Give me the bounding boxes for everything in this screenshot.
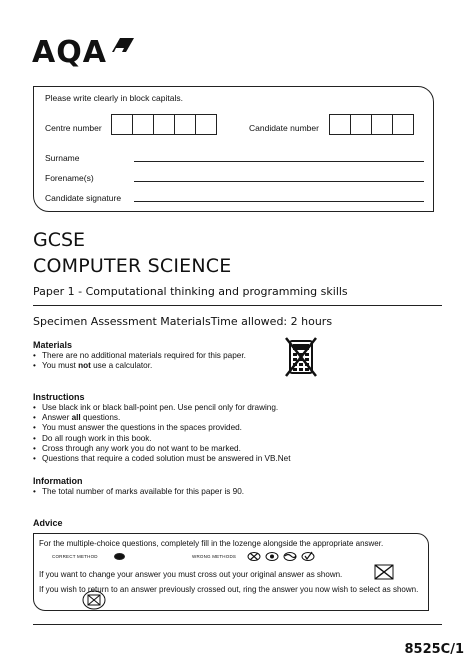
centre-number-cell[interactable] <box>132 114 154 135</box>
centre-number-cell[interactable] <box>153 114 175 135</box>
paper-title: Paper 1 - Computational thinking and programming skills <box>33 285 348 298</box>
time-allowed: Time allowed: 2 hours <box>210 315 333 328</box>
list-item: • Cross through any work you do not want to be marked. <box>33 444 353 454</box>
instructions-heading: Instructions <box>33 392 85 402</box>
subject-title: COMPUTER SCIENCE <box>33 255 232 277</box>
list-item: • Use black ink or black ball-point pen. Use pencil only for drawing. <box>33 403 353 413</box>
list-item: • Answer all questions. <box>33 413 353 423</box>
aqa-logo <box>32 36 136 76</box>
materials-heading: Materials <box>33 340 73 350</box>
forenames-line[interactable] <box>134 181 424 182</box>
ringed-lozenge-icon <box>82 590 106 610</box>
block-capitals-instruction: Please write clearly in block capitals. <box>45 93 183 103</box>
specimen-line <box>33 315 332 329</box>
forenames-label: Forename(s) <box>45 173 94 183</box>
centre-number-cell[interactable] <box>111 114 133 135</box>
candidate-details-box <box>33 86 434 212</box>
advice-box <box>33 533 429 611</box>
centre-number-cells[interactable] <box>112 114 217 135</box>
surname-line[interactable] <box>134 161 424 162</box>
advice-line-2: If you want to change your answer you must cross out your original answer as shown. <box>39 570 343 579</box>
candidate-number-cell[interactable] <box>392 114 414 135</box>
advice-line-3: If you wish to return to an answer previously crossed out, ring the answer you now wish to select as shown. <box>39 585 419 594</box>
information-list <box>33 487 353 497</box>
centre-number-label: Centre number <box>45 123 102 133</box>
footer-divider <box>33 624 442 625</box>
centre-number-cell[interactable] <box>195 114 217 135</box>
list-item: • The total number of marks available for this paper is 90. <box>33 487 353 497</box>
correct-method-label: CORRECT METHOD <box>52 554 98 559</box>
list-item: • You must not use a calculator. <box>33 361 283 371</box>
filled-lozenge-icon <box>114 553 125 560</box>
advice-heading: Advice <box>33 518 63 528</box>
signature-line[interactable] <box>134 201 424 202</box>
candidate-number-cell[interactable] <box>371 114 393 135</box>
candidate-number-cell[interactable] <box>329 114 351 135</box>
candidate-number-cells[interactable] <box>330 114 414 135</box>
list-item: • You must answer the questions in the spaces provided. <box>33 423 353 433</box>
candidate-number-cell[interactable] <box>350 114 372 135</box>
specimen-label: Specimen Assessment Materials <box>33 315 211 328</box>
candidate-number-label: Candidate number <box>249 123 319 133</box>
centre-number-cell[interactable] <box>174 114 196 135</box>
list-item: • Questions that require a coded solution must be answered in VB.Net <box>33 454 353 464</box>
advice-line-1: For the multiple-choice questions, completely fill in the lozenge alongside the appropriate answer. <box>39 539 384 548</box>
surname-label: Surname <box>45 153 80 163</box>
no-calculator-icon <box>284 335 318 379</box>
list-item: • There are no additional materials required for this paper. <box>33 351 283 361</box>
crossed-lozenge-icon <box>374 564 394 580</box>
materials-list <box>33 351 283 371</box>
logo-text: AQA <box>32 35 107 70</box>
instructions-list <box>33 403 353 464</box>
wrong-methods-label: WRONG METHODS <box>192 554 237 559</box>
qualification-level: GCSE <box>33 229 86 251</box>
wrong-methods-icon <box>246 551 320 562</box>
signature-label: Candidate signature <box>45 193 122 203</box>
logo-flag-icon <box>112 38 134 62</box>
information-heading: Information <box>33 476 83 486</box>
title-divider <box>33 305 442 306</box>
list-item: • Do all rough work in this book. <box>33 434 353 444</box>
paper-code: 8525C/1 <box>404 642 464 657</box>
